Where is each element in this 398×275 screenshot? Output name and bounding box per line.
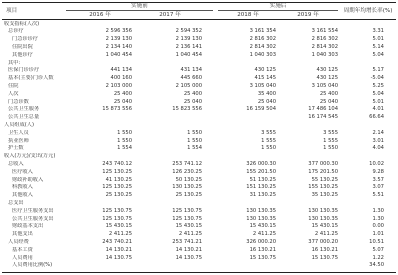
value-cell bbox=[66, 21, 132, 28]
value-cell: 16 174 545 bbox=[308, 114, 338, 121]
value-cell bbox=[66, 114, 132, 121]
value-cell: 1 554 bbox=[117, 145, 132, 152]
growth-rate-cell: 10.02 bbox=[369, 160, 384, 167]
value-cell: 25 130.25 bbox=[175, 192, 202, 199]
value-cell: 25 040 bbox=[113, 98, 132, 105]
row-label: 医疗卫生服务支出 bbox=[12, 207, 54, 214]
value-cell: 16 130.21 bbox=[249, 246, 276, 253]
value-cell: 430 125 bbox=[316, 67, 338, 74]
value-cell: 3 105 040 bbox=[311, 82, 338, 89]
value-cell: 25 400 bbox=[183, 90, 202, 97]
value-cell: 1 040 454 bbox=[175, 51, 202, 58]
value-cell bbox=[66, 153, 132, 160]
value-cell: 1 040 454 bbox=[105, 51, 132, 58]
value-cell: 243 740.21 bbox=[102, 238, 132, 245]
row-label: 其他诊疗 bbox=[12, 51, 33, 58]
value-cell bbox=[210, 200, 276, 207]
value-cell: 15 430.15 bbox=[311, 223, 338, 230]
value-cell: 25 040 bbox=[257, 98, 276, 105]
value-cell bbox=[272, 153, 338, 160]
growth-rate-cell: 2.14 bbox=[372, 129, 384, 136]
value-cell: 2 816 302 bbox=[311, 36, 338, 43]
value-cell: 2 814 302 bbox=[249, 43, 276, 50]
value-cell: 1 555 bbox=[261, 137, 276, 144]
value-cell: 25 040 bbox=[319, 98, 338, 105]
value-cell: 243 740.12 bbox=[102, 160, 132, 167]
value-cell bbox=[136, 153, 202, 160]
growth-rate-cell: 5.04 bbox=[372, 90, 384, 97]
value-cell bbox=[136, 200, 202, 207]
row-label: 卫生人员 bbox=[8, 129, 29, 136]
growth-rate-cell: 3.01 bbox=[372, 137, 384, 144]
growth-rate-cell: 0.00 bbox=[372, 223, 384, 230]
value-cell: 2 103 000 bbox=[105, 82, 132, 89]
value-cell: 253 741.21 bbox=[172, 238, 202, 245]
growth-rate-cell: 1.30 bbox=[372, 215, 384, 222]
row-label: 执业医师 bbox=[8, 137, 29, 144]
value-cell: 130 130.35 bbox=[246, 215, 276, 222]
row-label: 财政补助收入 bbox=[12, 176, 44, 183]
value-cell: 14 130.21 bbox=[105, 246, 132, 253]
value-cell bbox=[136, 114, 202, 121]
row-label: 医保门诊诊疗 bbox=[8, 67, 40, 74]
value-cell: 1 550 bbox=[117, 137, 132, 144]
value-cell: 125 130.25 bbox=[102, 168, 132, 175]
growth-rate-cell: 4.04 bbox=[372, 145, 384, 152]
value-cell bbox=[66, 122, 132, 129]
growth-rate-cell: 5.04 bbox=[372, 51, 384, 58]
row-label: 收入(万元)/支出(万元) bbox=[4, 153, 56, 160]
growth-rate-cell: 5.01 bbox=[372, 36, 384, 43]
row-label: 总收入 bbox=[8, 160, 24, 167]
value-cell: 14 130.21 bbox=[175, 246, 202, 253]
growth-rate-cell: 10.51 bbox=[369, 238, 384, 245]
row-label: 人次 bbox=[8, 90, 19, 97]
value-cell: 17 486 104 bbox=[308, 106, 338, 113]
row-label: 人员组成(人) bbox=[4, 121, 34, 128]
value-cell bbox=[66, 262, 132, 269]
row-label: 住院 bbox=[8, 82, 19, 89]
row-label: 基本工资 bbox=[12, 246, 33, 253]
value-cell bbox=[136, 262, 202, 269]
value-cell: 25 040 bbox=[183, 98, 202, 105]
value-cell: 377 000.20 bbox=[308, 238, 338, 245]
row-label: 科教收入 bbox=[12, 184, 33, 191]
value-cell: 25 400 bbox=[113, 90, 132, 97]
growth-rate-cell: 5.07 bbox=[372, 246, 384, 253]
value-cell bbox=[66, 200, 132, 207]
value-cell: 2 105 000 bbox=[175, 82, 202, 89]
row-label: 基本(主要)门诊人数 bbox=[8, 75, 54, 82]
value-cell bbox=[272, 60, 338, 67]
growth-rate-cell: 1.22 bbox=[372, 254, 384, 261]
value-cell: 3 161 554 bbox=[311, 28, 338, 35]
growth-rate-cell: 3.57 bbox=[372, 176, 384, 183]
value-cell: 2 139 130 bbox=[105, 36, 132, 43]
growth-rate-cell bbox=[340, 21, 384, 28]
value-cell: 377 000.30 bbox=[308, 160, 338, 167]
row-label: 公共卫生服务支出 bbox=[12, 215, 54, 222]
growth-rate-cell: 5.14 bbox=[372, 43, 384, 50]
row-label: 门急诊诊疗 bbox=[12, 36, 38, 43]
row-label: 护士数 bbox=[8, 145, 24, 152]
value-cell: 2 139 130 bbox=[175, 36, 202, 43]
value-cell bbox=[136, 122, 202, 129]
value-cell: 326 000.20 bbox=[246, 238, 276, 245]
value-cell: 3 555 bbox=[261, 129, 276, 136]
value-cell: 430 125 bbox=[254, 67, 276, 74]
value-cell: 1 554 bbox=[187, 145, 202, 152]
value-cell bbox=[210, 60, 276, 67]
value-cell: 326 000.30 bbox=[246, 160, 276, 167]
value-cell bbox=[66, 60, 132, 67]
value-cell: 400 160 bbox=[110, 75, 132, 82]
value-cell: 15 430.15 bbox=[175, 223, 202, 230]
row-label: 其中: bbox=[8, 59, 21, 66]
value-cell: 51 130.25 bbox=[249, 176, 276, 183]
value-cell bbox=[210, 122, 276, 129]
value-cell: 2 816 302 bbox=[249, 36, 276, 43]
value-cell: 175 201.50 bbox=[308, 168, 338, 175]
growth-rate-cell: 34.50 bbox=[369, 262, 384, 269]
value-cell: 2 411.25 bbox=[314, 231, 338, 238]
value-cell: 15 823 556 bbox=[172, 106, 202, 113]
col-header-year: 2019 年 bbox=[297, 12, 319, 18]
value-cell: 55 130.25 bbox=[311, 176, 338, 183]
row-label: 总支出 bbox=[8, 199, 24, 206]
value-cell bbox=[272, 262, 338, 269]
value-cell: 445 660 bbox=[180, 75, 202, 82]
row-label: 收支指标(人次) bbox=[4, 20, 40, 27]
row-label: 人员费用比例(%) bbox=[12, 262, 53, 269]
row-label: 公共卫生服务 bbox=[8, 106, 40, 113]
growth-rate-cell: 5.01 bbox=[372, 98, 384, 105]
value-cell: 1 550 bbox=[187, 137, 202, 144]
row-label: 其他收入 bbox=[12, 192, 33, 199]
growth-rate-cell: -5.04 bbox=[370, 75, 384, 82]
growth-rate-cell: 3.07 bbox=[372, 184, 384, 191]
value-cell: 125 130.25 bbox=[102, 184, 132, 191]
growth-rate-cell: 4.01 bbox=[372, 106, 384, 113]
col-header-year: 2017 年 bbox=[159, 12, 181, 18]
value-cell: 1 550 bbox=[117, 129, 132, 136]
value-cell: 155 201.50 bbox=[246, 168, 276, 175]
growth-rate-cell bbox=[340, 60, 384, 67]
value-cell bbox=[210, 21, 276, 28]
row-label: 医疗收入 bbox=[12, 168, 33, 175]
value-cell: 15 130.75 bbox=[249, 254, 276, 261]
row-label: 人员经费 bbox=[8, 238, 29, 245]
row-label: 门急诊数 bbox=[8, 98, 29, 105]
col-header-year: 2016 年 bbox=[89, 12, 111, 18]
growth-rate-cell: 1.30 bbox=[372, 207, 384, 214]
value-cell: 1 550 bbox=[323, 145, 338, 152]
value-cell: 1 550 bbox=[187, 129, 202, 136]
value-cell: 25 130.25 bbox=[105, 192, 132, 199]
col-header-item: 项目 bbox=[6, 8, 18, 14]
growth-rate-cell: 3.31 bbox=[372, 28, 384, 35]
value-cell: 2 411.25 bbox=[108, 231, 132, 238]
value-cell: 41 130.25 bbox=[105, 176, 132, 183]
group-header-before: 实施前 bbox=[131, 3, 148, 9]
value-cell: 2 411.25 bbox=[178, 231, 202, 238]
value-cell: 125 130.75 bbox=[172, 215, 202, 222]
value-cell: 2 814 302 bbox=[311, 43, 338, 50]
value-cell bbox=[210, 114, 276, 121]
value-cell: 31 130.25 bbox=[249, 192, 276, 199]
row-label: 总诊疗 bbox=[8, 28, 24, 35]
value-cell: 15 430.15 bbox=[249, 223, 276, 230]
col-header-year: 2018 年 bbox=[237, 12, 259, 18]
value-cell: 35 400 bbox=[257, 90, 276, 97]
growth-rate-cell: 5.25 bbox=[372, 82, 384, 89]
value-cell: 16 159 504 bbox=[246, 106, 276, 113]
value-cell: 2 136 141 bbox=[175, 43, 202, 50]
growth-rate-cell: 1.01 bbox=[372, 231, 384, 238]
value-cell: 15 130.75 bbox=[311, 254, 338, 261]
growth-rate-cell: 5.51 bbox=[372, 192, 384, 199]
bottom-rule bbox=[2, 272, 396, 273]
value-cell: 15 430.15 bbox=[105, 223, 132, 230]
value-cell bbox=[136, 60, 202, 67]
row-label: 其他支出 bbox=[12, 231, 33, 238]
value-cell bbox=[210, 153, 276, 160]
value-cell: 25 400 bbox=[319, 90, 338, 97]
value-cell bbox=[210, 262, 276, 269]
value-cell: 125 130.75 bbox=[102, 215, 132, 222]
value-cell: 130 130.35 bbox=[308, 207, 338, 214]
row-label: 财政基本支出 bbox=[12, 223, 44, 230]
value-cell: 16 130.21 bbox=[311, 246, 338, 253]
value-cell bbox=[136, 21, 202, 28]
value-cell: 50 130.25 bbox=[175, 176, 202, 183]
value-cell: 14 130.75 bbox=[105, 254, 132, 261]
row-label: 公共卫生总量 bbox=[8, 114, 40, 121]
value-cell: 14 130.75 bbox=[175, 254, 202, 261]
value-cell: 430 125 bbox=[316, 75, 338, 82]
value-cell: 130 130.35 bbox=[246, 207, 276, 214]
row-label: 住院出院 bbox=[12, 43, 33, 50]
growth-rate-cell: 66.64 bbox=[369, 114, 384, 121]
value-cell: 2 596 356 bbox=[105, 28, 132, 35]
value-cell bbox=[272, 122, 338, 129]
growth-rate-cell: 5.17 bbox=[372, 67, 384, 74]
growth-rate-cell bbox=[340, 200, 384, 207]
growth-rate-cell: 9.28 bbox=[372, 168, 384, 175]
value-cell: 3 161 354 bbox=[249, 28, 276, 35]
growth-rate-cell bbox=[340, 122, 384, 129]
value-cell: 125 130.75 bbox=[172, 207, 202, 214]
value-cell: 1 550 bbox=[261, 145, 276, 152]
value-cell: 2 134 140 bbox=[105, 43, 132, 50]
value-cell: 431 134 bbox=[180, 67, 202, 74]
growth-rate-cell bbox=[340, 153, 384, 160]
value-cell: 126 230.25 bbox=[172, 168, 202, 175]
value-cell: 415 145 bbox=[254, 75, 276, 82]
value-cell: 3 105 040 bbox=[249, 82, 276, 89]
value-cell: 155 130.25 bbox=[308, 184, 338, 191]
group-header-after: 实施后 bbox=[269, 3, 287, 9]
value-cell: 130 130.35 bbox=[308, 215, 338, 222]
value-cell: 2 594 352 bbox=[175, 28, 202, 35]
value-cell bbox=[272, 200, 338, 207]
col-header-rate: 周期年均增长率(%) bbox=[343, 8, 393, 14]
row-label: 人员费用 bbox=[12, 254, 33, 261]
value-cell: 125 130.75 bbox=[102, 207, 132, 214]
value-cell: 253 741.12 bbox=[172, 160, 202, 167]
value-cell: 35 130.25 bbox=[311, 192, 338, 199]
value-cell: 15 873 556 bbox=[102, 106, 132, 113]
value-cell: 441 134 bbox=[110, 67, 132, 74]
value-cell: 1 555 bbox=[323, 137, 338, 144]
value-cell: 2 411.25 bbox=[252, 231, 276, 238]
value-cell: 3 555 bbox=[323, 129, 338, 136]
value-cell bbox=[272, 21, 338, 28]
value-cell: 130 130.25 bbox=[172, 184, 202, 191]
value-cell: 151 130.25 bbox=[246, 184, 276, 191]
value-cell: 1 040 303 bbox=[311, 51, 338, 58]
value-cell: 1 040 303 bbox=[249, 51, 276, 58]
